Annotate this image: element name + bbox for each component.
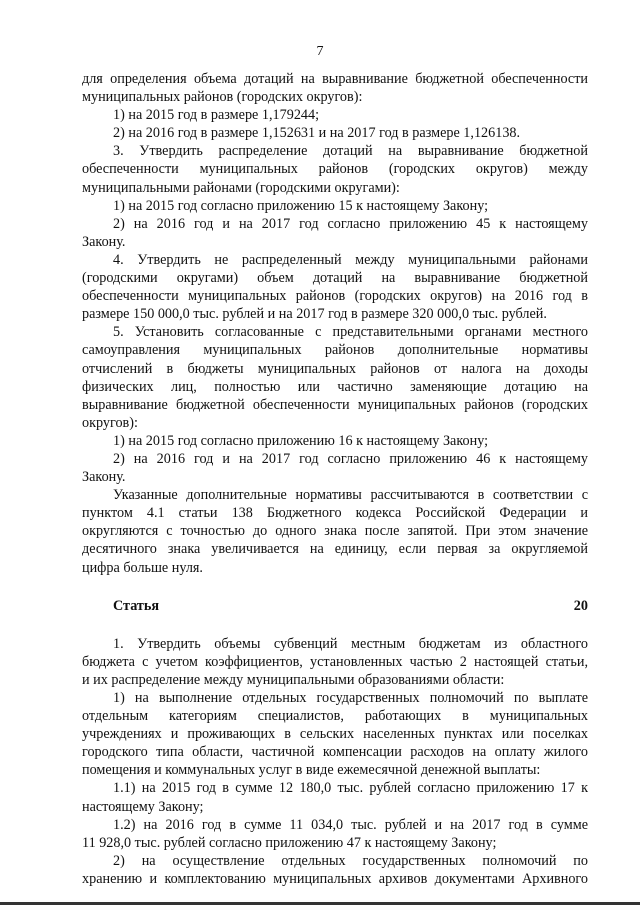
text-line: 1) на 2015 год в размере 1,179244;	[113, 107, 320, 124]
text-line: десятичного знака увеличивается на единицу, если первая за округляемой	[82, 541, 588, 558]
spacer	[82, 577, 588, 597]
text-line: выравнивание бюджетной обеспеченности муниципальных районов (городских	[82, 396, 588, 413]
text-line: хранению и комплектованию муниципальных архивов документами Архивного	[82, 870, 588, 887]
paragraph-block-article-19	[82, 70, 588, 577]
text-line: 1. Утвердить объемы субвенций местным бюджетам из областного	[113, 635, 588, 652]
text-line: отдельным категориям специалистов, работающих в муниципальных	[82, 708, 588, 725]
text-line: округляются с точностью до одного знака после запятой. При этом значение	[82, 523, 588, 540]
text-line: отчислений в бюджеты муниципальных районов от налога на доходы	[82, 360, 588, 377]
text-line: 11 928,0 тыс. рублей согласно приложению 47 к настоящему Закону;	[82, 834, 497, 851]
text-line: и их распределение между муниципальными образованиями области:	[82, 671, 505, 688]
text-line: 1) на выполнение отдельных государственных полномочий по выплате	[113, 690, 588, 706]
text-line: обеспеченности муниципальных районов (городских округов) на 2016 год в	[82, 288, 588, 305]
text-line: 1) на 2015 год согласно приложению 16 к настоящему Закону;	[113, 432, 489, 449]
text-line: для определения объема дотаций на выравнивание бюджетной обеспеченности	[82, 71, 588, 87]
text-line: 1) на 2015 год согласно приложению 15 к настоящему Закону;	[113, 197, 489, 214]
text-line: (городскими округами) объем дотаций на выравнивание бюджетной	[82, 270, 588, 287]
text-line: муниципальными районами (городскими округами):	[82, 179, 400, 196]
spacer	[82, 615, 588, 635]
text-line: пунктом 4.1 статьи 138 Бюджетного кодекса Российской Федерации и	[82, 505, 588, 522]
text-line: Указанные дополнительные нормативы рассчитываются в соответствии с	[113, 487, 588, 504]
text-line: 1.2) на 2016 год в сумме 11 034,0 тыс. рублей и на 2017 год в сумме	[113, 816, 588, 833]
document-body	[82, 70, 588, 888]
text-line: 1.1) на 2015 год в сумме 12 180,0 тыс. рублей согласно приложению 17 к	[113, 780, 588, 797]
text-line: помещения и коммунальных услуг в виде ежемесячной денежной выплаты:	[82, 762, 541, 779]
text-line: учреждениях и проживающих в сельских населенных пунктах или поселках	[82, 726, 588, 743]
text-line: физических лиц, полностью или частично заменяющие дотацию на	[82, 378, 588, 395]
text-line: 2) на 2016 год в размере 1,152631 и на 2017 год в размере 1,126138.	[113, 125, 521, 142]
text-line: 2) на 2016 год и на 2017 год согласно приложению 45 к настоящему	[113, 215, 588, 232]
paragraph-block-article-20	[82, 635, 588, 888]
page-number: 7	[316, 44, 324, 59]
text-line: 3. Утвердить распределение дотаций на выравнивание бюджетной	[113, 143, 588, 160]
text-line: округов):	[82, 414, 138, 431]
text-line: Закону.	[82, 233, 126, 250]
text-line: 5. Установить согласованные с представительными органами местного	[113, 324, 588, 341]
text-line: 2) на 2016 год и на 2017 год согласно приложению 46 к настоящему	[113, 450, 588, 467]
text-line: размере 150 000,0 тыс. рублей и на 2017 год в размере 320 000,0 тыс. рублей.	[82, 306, 547, 323]
text-line: муниципальных районов (городских округов):	[82, 89, 363, 106]
text-line: настоящему Закону;	[82, 798, 204, 815]
text-line: 4. Утвердить не распределенный между муниципальными районами	[113, 251, 588, 268]
text-line: цифра больше нуля.	[82, 559, 203, 576]
text-line: 2) на осуществление отдельных государственных полномочий по	[113, 852, 588, 869]
text-line: обеспеченности муниципальных районов (городских округов) между	[82, 161, 588, 178]
text-line: самоуправления муниципальных районов дополнительные нормативы	[82, 342, 588, 359]
article-heading: Статья 20	[113, 597, 588, 614]
text-line: Закону.	[82, 469, 126, 486]
text-line: бюджета с учетом коэффициентов, установленных частью 2 настоящей статьи,	[82, 653, 588, 670]
text-line: городского типа области, частичной компенсации расходов на оплату жилого	[82, 744, 588, 761]
